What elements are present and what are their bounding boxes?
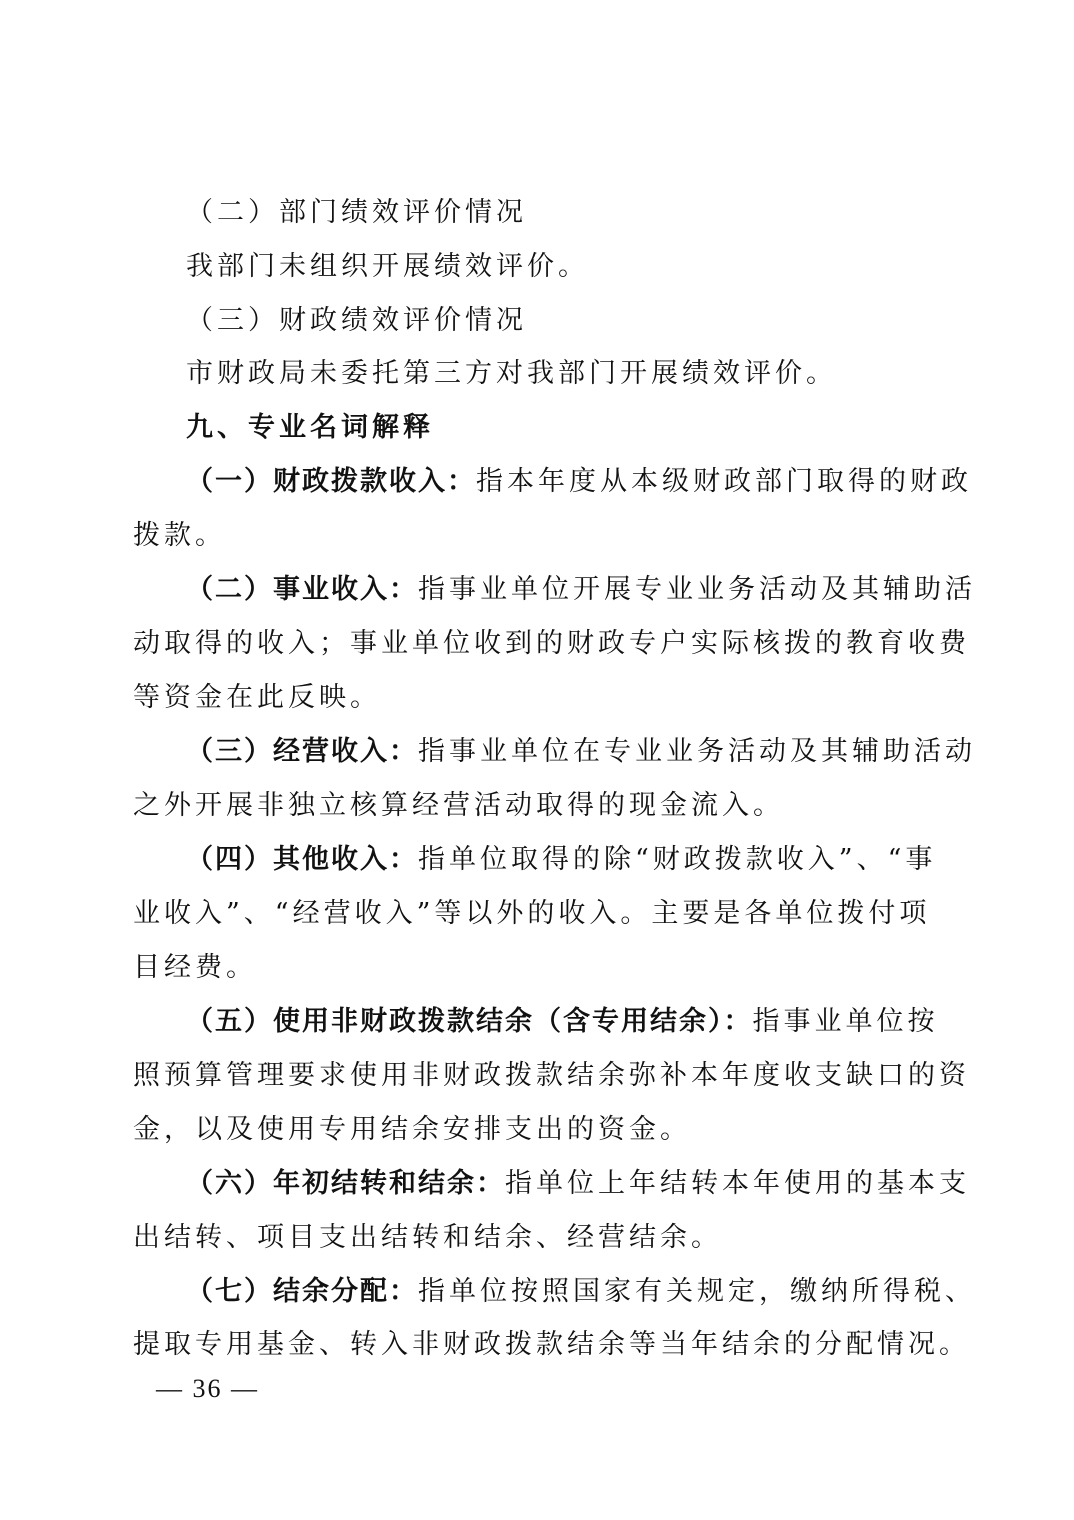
section-heading-glossary: 九、专业名词解释: [186, 412, 434, 443]
glossary-text-continued: 照预算管理要求使用非财政拨款结余弥补本年度收支缺口的资: [133, 1060, 970, 1091]
paragraph-dept-eval: 我部门未组织开展绩效评价。: [186, 251, 589, 282]
glossary-text-continued: 业收入”、“经营收入”等以外的收入。主要是各单位拨付项: [133, 898, 931, 929]
glossary-item-4: [186, 842, 937, 878]
glossary-term: （一）财政拨款收入：: [186, 466, 476, 497]
paragraph-finance-eval: 市财政局未委托第三方对我部门开展绩效评价。: [186, 358, 837, 389]
glossary-term: （二）事业收入：: [186, 574, 418, 605]
glossary-text: 指事业单位开展专业业务活动及其辅助活: [418, 574, 976, 605]
glossary-text: 指事业单位按: [752, 1006, 939, 1037]
glossary-text: 指单位按照国家有关规定，缴纳所得税、: [418, 1276, 976, 1307]
glossary-text-continued: 拨款。: [133, 520, 226, 551]
glossary-item-6: [186, 1166, 970, 1202]
glossary-term: （六）年初结转和结余：: [186, 1168, 505, 1199]
glossary-item-1: [186, 464, 972, 500]
page-number: — 36 —: [156, 1374, 259, 1403]
glossary-text: 指事业单位在专业业务活动及其辅助活动: [418, 736, 976, 767]
glossary-text: 指单位上年结转本年使用的基本支: [505, 1168, 970, 1199]
glossary-term: （七）结余分配：: [186, 1276, 418, 1307]
glossary-text: 指单位取得的除“财政拨款收入”、“事: [418, 844, 937, 875]
section-heading-finance-eval: （三）财政绩效评价情况: [186, 305, 527, 336]
glossary-term: （四）其他收入：: [186, 844, 418, 875]
glossary-term: （五）使用非财政拨款结余（含专用结余）：: [186, 1006, 753, 1037]
glossary-text: 指本年度从本级财政部门取得的财政: [476, 466, 972, 497]
glossary-text-continued: 目经费。: [133, 952, 257, 983]
glossary-text-continued: 提取专用基金、转入非财政拨款结余等当年结余的分配情况。: [133, 1329, 970, 1360]
glossary-item-5: [186, 1004, 939, 1040]
glossary-text-continued: 等资金在此反映。: [133, 682, 381, 713]
glossary-text-continued: 之外开展非独立核算经营活动取得的现金流入。: [133, 790, 784, 821]
section-heading-dept-eval: （二）部门绩效评价情况: [186, 197, 527, 228]
glossary-item-3: [186, 734, 976, 770]
glossary-text-continued: 金，以及使用专用结余安排支出的资金。: [133, 1114, 691, 1145]
glossary-text-continued: 出结转、项目支出结转和结余、经营结余。: [133, 1222, 722, 1253]
glossary-term: （三）经营收入：: [186, 736, 418, 767]
glossary-text-continued: 动取得的收入；事业单位收到的财政专户实际核拨的教育收费: [133, 628, 970, 659]
glossary-item-2: [186, 572, 976, 608]
glossary-item-7: [186, 1274, 976, 1310]
